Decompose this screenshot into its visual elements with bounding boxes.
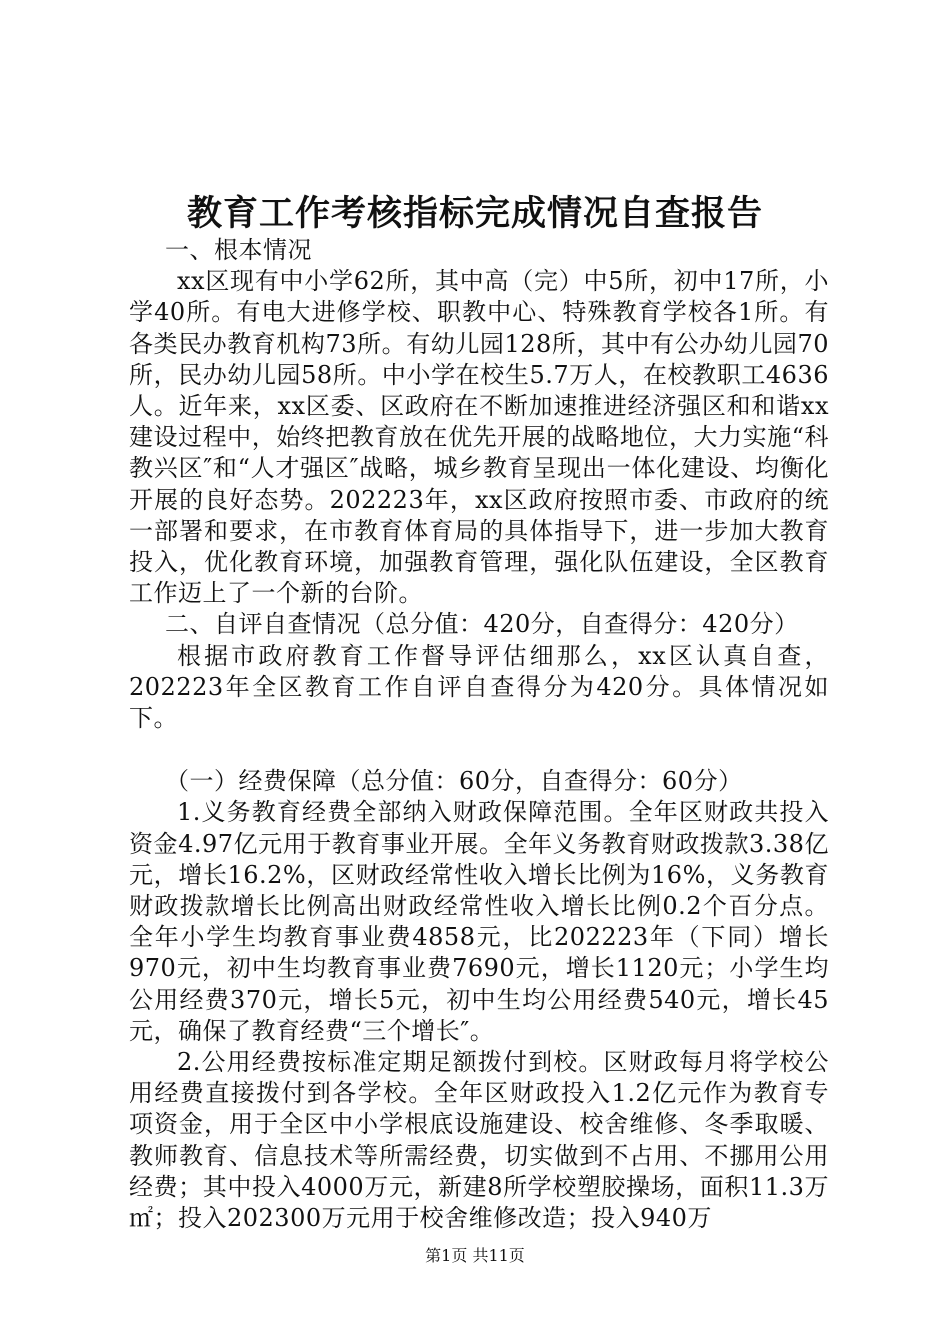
document-title: 教育工作考核指标完成情况自查报告 — [186, 193, 763, 234]
section-heading-basic: 一、根本情况 — [165, 236, 312, 264]
page-footer: 第1页 共11页 — [425, 1246, 525, 1265]
paragraph-funding-1: 1.义务教育经费全部纳入财政保障范围。全年区财政共投入资金4.97亿元用于教育事业开展。全年义务教育财政拨款3.38亿元，增长16.2%，区财政经常性收入增长比例为16%，义务教育财政拨款增长比例高出财政经常性收入增长比例0.2个百分点。全年小学生均教育事业费4858元，比202223年（下同）增长970元，初中生均教育事业费7690元，增长1120元；小学生均公用经费370元，增长5元，初中生均公用经费540元，增长45元，确保了教育经费“三个增长″。 — [129, 798, 829, 1045]
paragraph-self-evaluation: 根据市政府教育工作督导评估细那么，xx区认真自查，202223年全区教育工作自评自查得分为420分。具体情况如下。 — [129, 641, 829, 733]
paragraph-gap — [129, 734, 829, 766]
subsection-heading-funding: （一）经费保障（总分值：60分，自查得分：60分） — [165, 767, 743, 796]
paragraph-basic-info: xx区现有中小学62所，其中高（完）中5所，初中17所，小学40所。有电大进修学校、职教中心、特殊教育学校各1所。有各类民办教育机构73所。有幼儿园128所，其中有公办幼儿园70所，民办幼儿园58所。中小学在校生5.7万人，在校教职工4636人。近年来，xx区委、区政府在不断加速推进经济强区和和谐xx建设过程中，始终把教育放在优先开展的战略地位，大力实施“科教兴区″和“人才强区″战略，城乡教育呈现出一体化建设、均衡化开展的良好态势。202223年，xx区政府按照市委、市政府的统一部署和要求，在市教育体育局的具体指导下，进一步加大教育投入，优化教育环境，加强教育管理，强化队伍建设，全区教育工作迈上了一个新的台阶。 — [129, 267, 829, 608]
section-heading-self-evaluation: 二、自评自查情况（总分值：420分，自查得分：420分） — [165, 610, 799, 639]
document-body — [129, 235, 829, 1234]
paragraph-funding-2: 2.公用经费按标准定期足额拨付到校。区财政每月将学校公用经费直接拨付到各学校。全年区财政投入1.2亿元作为教育专项资金，用于全区中小学根底设施建设、校舍维修、冬季取暖、教师教育、信息技术等所需经费，切实做到不占用、不挪用公用经费；其中投入4000万元，新建8所学校塑胶操场，面积11.3万㎡；投入202300万元用于校舍维修改造；投入940万 — [129, 1048, 829, 1233]
